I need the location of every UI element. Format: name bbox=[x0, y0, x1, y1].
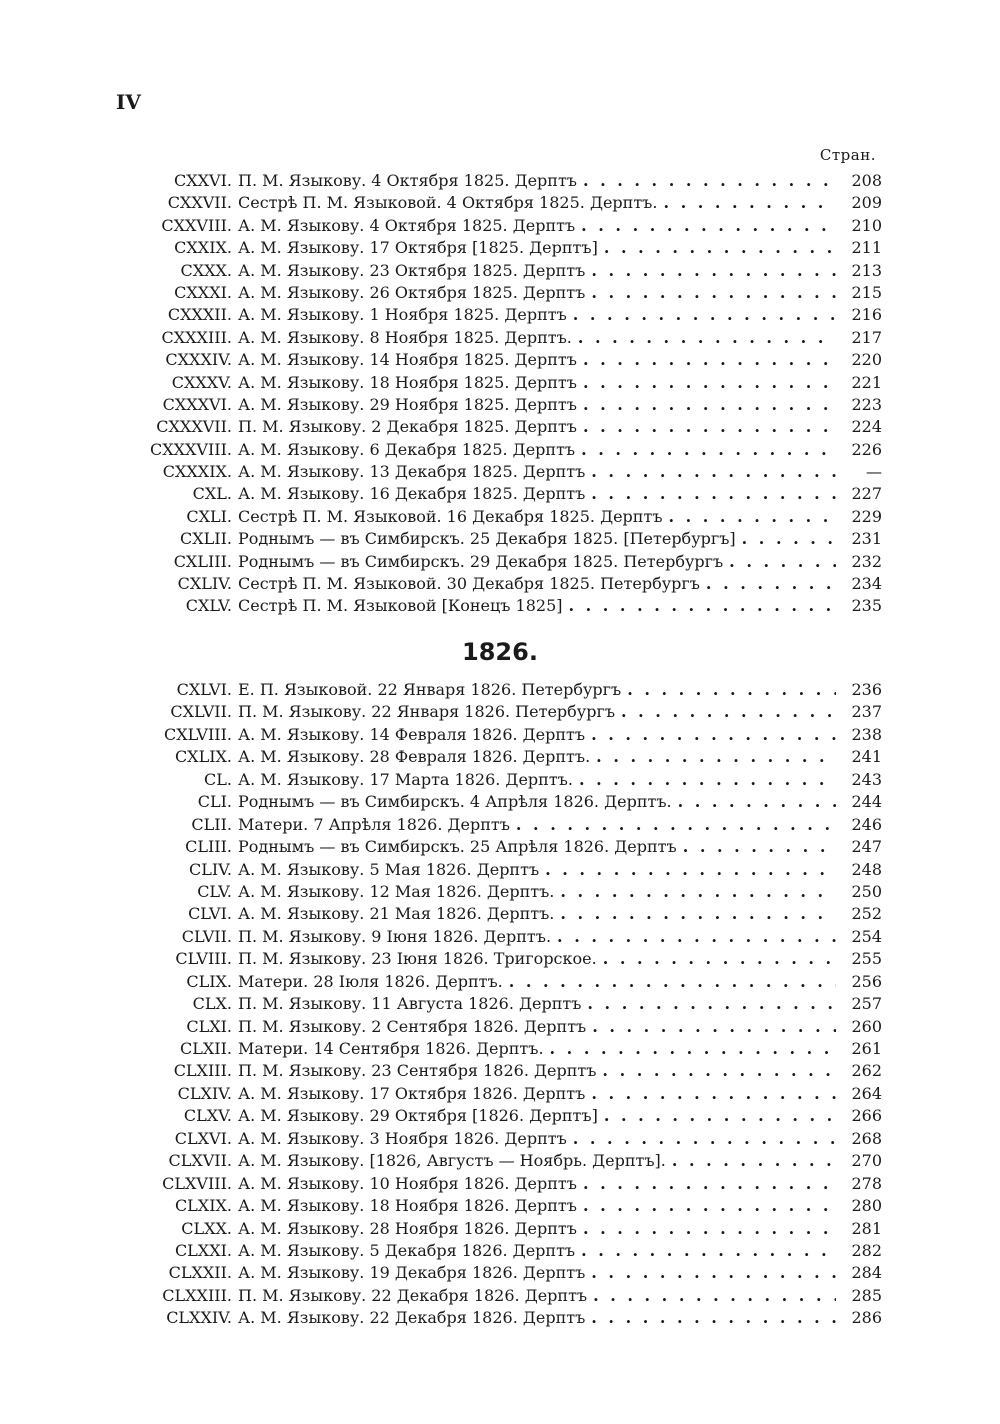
entry-title: А. М. Языкову. 5 Мая 1826. Дерптъ bbox=[238, 859, 540, 879]
dot-leader bbox=[591, 282, 836, 304]
entry-title: А. М. Языкову. 19 Декабря 1826. Дерптъ bbox=[238, 1263, 586, 1283]
entry-page: 264 bbox=[851, 1083, 882, 1103]
entry-number: CXLIII. bbox=[173, 551, 232, 571]
toc-entry bbox=[120, 551, 882, 573]
entry-page: 234 bbox=[851, 574, 882, 594]
entry-page: 232 bbox=[851, 551, 882, 571]
entry-page: 255 bbox=[851, 949, 882, 969]
entry-page: 226 bbox=[851, 439, 882, 459]
entry-page: 220 bbox=[851, 350, 882, 370]
entry-title: П. М. Языкову. 11 Августа 1826. Дерптъ bbox=[238, 994, 582, 1014]
toc-entry bbox=[120, 394, 882, 416]
toc-entry bbox=[120, 1038, 882, 1060]
entry-number: CLX. bbox=[192, 994, 232, 1014]
dot-leader bbox=[573, 1128, 836, 1150]
entry-number: CLXI. bbox=[186, 1016, 232, 1036]
entry-title: А. М. Языкову. 28 Ноября 1826. Дерптъ bbox=[238, 1218, 577, 1238]
entry-page: 281 bbox=[851, 1218, 882, 1238]
entry-number: CLVIII. bbox=[175, 949, 232, 969]
entry-page: 257 bbox=[851, 994, 882, 1014]
entry-title: А. М. Языкову. 10 Ноября 1826. Дерптъ bbox=[238, 1173, 577, 1193]
toc-entry bbox=[120, 483, 882, 505]
entry-page: 262 bbox=[851, 1061, 882, 1081]
dot-leader bbox=[604, 237, 836, 259]
entry-page: 237 bbox=[851, 702, 882, 722]
entry-number: CXLVIII. bbox=[164, 724, 232, 744]
dot-leader bbox=[583, 416, 836, 438]
entry-title: А. М. Языкову. 14 Ноября 1825. Дерптъ bbox=[238, 350, 577, 370]
toc-entry bbox=[120, 814, 882, 836]
entry-page: 286 bbox=[851, 1308, 882, 1328]
toc-entry bbox=[120, 993, 882, 1015]
entry-title: А. М. Языкову. 12 Мая 1826. Дерптъ. bbox=[238, 881, 555, 901]
entry-number: CLIX. bbox=[186, 971, 232, 991]
entry-page: 282 bbox=[851, 1240, 882, 1260]
toc-entry bbox=[120, 461, 882, 483]
dot-leader bbox=[663, 192, 836, 214]
dot-leader bbox=[560, 881, 836, 903]
dot-leader bbox=[569, 595, 837, 617]
entry-title: А. М. Языкову. 29 Ноября 1825. Дерптъ bbox=[238, 394, 577, 414]
entry-title: А. М. Языкову. 29 Октября [1826. Дерптъ] bbox=[238, 1106, 598, 1126]
entry-page: 246 bbox=[851, 814, 882, 834]
dot-leader bbox=[516, 814, 836, 836]
entry-number: CXXXII. bbox=[167, 305, 232, 325]
entry-number: CLXIV. bbox=[177, 1083, 232, 1103]
entry-page: 216 bbox=[851, 305, 882, 325]
entry-title: А. М. Языкову. 21 Мая 1826. Дерптъ. bbox=[238, 904, 555, 924]
dot-leader bbox=[591, 1262, 836, 1284]
toc-entry bbox=[120, 881, 882, 903]
entry-number: CLXV. bbox=[183, 1106, 232, 1126]
entry-number: CXLIX. bbox=[174, 747, 232, 767]
entry-title: П. М. Языкову. 22 Января 1826. Петербургъ bbox=[238, 702, 616, 722]
dot-leader bbox=[583, 170, 836, 192]
dot-leader bbox=[545, 859, 836, 881]
dot-leader bbox=[583, 372, 836, 394]
entry-page: 285 bbox=[851, 1285, 882, 1305]
toc-entry bbox=[120, 528, 882, 550]
dot-leader bbox=[678, 791, 836, 813]
toc-entry bbox=[120, 327, 882, 349]
entry-number: CL. bbox=[204, 769, 232, 789]
entry-number: CLII. bbox=[191, 814, 232, 834]
toc-entry bbox=[120, 237, 882, 259]
dot-leader bbox=[729, 551, 836, 573]
entry-page: 241 bbox=[851, 747, 882, 767]
dot-leader bbox=[587, 993, 836, 1015]
toc-entry bbox=[120, 304, 882, 326]
entry-number: CXLV. bbox=[185, 596, 232, 616]
dot-leader bbox=[603, 948, 836, 970]
entry-number: CXL. bbox=[192, 484, 232, 504]
entry-page: 270 bbox=[851, 1151, 882, 1171]
entry-title: А. М. Языкову. 18 Ноября 1825. Дерптъ bbox=[238, 372, 577, 392]
dot-leader bbox=[581, 439, 836, 461]
entry-page: 217 bbox=[851, 327, 882, 347]
entry-number: CXXXVIII. bbox=[149, 439, 232, 459]
dot-leader bbox=[581, 1240, 836, 1262]
toc-entry bbox=[120, 724, 882, 746]
dot-leader bbox=[672, 1150, 836, 1172]
toc-entry bbox=[120, 1195, 882, 1217]
toc-entry bbox=[120, 282, 882, 304]
entry-number: CLXXIII. bbox=[162, 1285, 232, 1305]
entry-title: П. М. Языкову. 23 Іюня 1826. Тригорское. bbox=[238, 949, 597, 969]
entry-page: 236 bbox=[851, 680, 882, 699]
entry-title: А. М. Языкову. 1 Ноября 1825. Дерптъ bbox=[238, 305, 567, 325]
entry-title: Сестрѣ П. М. Языковой [Конецъ 1825] bbox=[238, 596, 563, 616]
entry-page: 261 bbox=[851, 1039, 882, 1058]
entry-page: 278 bbox=[851, 1173, 882, 1193]
toc-entry bbox=[120, 926, 882, 948]
toc-entry bbox=[120, 506, 882, 528]
toc-entry bbox=[120, 260, 882, 282]
entry-page: 250 bbox=[851, 881, 882, 901]
dot-leader bbox=[583, 1173, 836, 1195]
entry-page: 266 bbox=[851, 1106, 882, 1126]
dot-leader bbox=[583, 394, 836, 416]
entry-title: А. М. Языкову. 17 Октября [1825. Дерптъ] bbox=[238, 238, 598, 258]
entry-number: CLXVII. bbox=[168, 1151, 232, 1171]
toc-entry bbox=[120, 573, 882, 595]
entry-title: Сестрѣ П. М. Языковой. 4 Октября 1825. Дерптъ. bbox=[238, 193, 658, 213]
entry-number: CLXXII. bbox=[168, 1263, 232, 1283]
dot-leader bbox=[706, 573, 836, 595]
entry-title: Матери. 28 Іюля 1826. Дерптъ. bbox=[238, 971, 503, 991]
toc-entry bbox=[120, 1218, 882, 1240]
toc-section-1826 bbox=[120, 679, 882, 1330]
dot-leader bbox=[550, 1038, 836, 1060]
entry-title: Роднымъ — въ Симбирскъ. 25 Апрѣля 1826. Дерптъ bbox=[238, 837, 677, 857]
dot-leader bbox=[627, 679, 836, 701]
entry-title: Сестрѣ П. М. Языковой. 16 Декабря 1825. Дерптъ bbox=[238, 506, 663, 526]
entry-title: А. М. Языкову. 3 Ноября 1826. Дерптъ bbox=[238, 1128, 567, 1148]
entry-number: CLXIX. bbox=[174, 1196, 232, 1216]
dot-leader bbox=[557, 926, 836, 948]
entry-title: Матери. 14 Сентября 1826. Дерптъ. bbox=[238, 1039, 544, 1058]
toc-entry bbox=[120, 971, 882, 993]
toc-entry bbox=[120, 903, 882, 925]
toc-entry bbox=[120, 1307, 882, 1329]
entry-page: 221 bbox=[851, 372, 882, 392]
toc-entry bbox=[120, 836, 882, 858]
toc-section-1825 bbox=[120, 170, 882, 618]
entry-title: А. М. Языкову. 14 Февраля 1826. Дерптъ bbox=[238, 724, 586, 744]
entry-page: 256 bbox=[851, 971, 882, 991]
entry-page: 231 bbox=[851, 529, 882, 549]
toc-entry bbox=[120, 679, 882, 701]
toc-entry bbox=[120, 1150, 882, 1172]
dot-leader bbox=[509, 971, 836, 993]
entry-page: 280 bbox=[851, 1196, 882, 1216]
entry-page: 247 bbox=[851, 837, 882, 857]
entry-number: CXLIV. bbox=[177, 574, 232, 594]
entry-number: CLV. bbox=[197, 881, 232, 901]
entry-number: CLXIII. bbox=[173, 1061, 232, 1081]
dot-leader bbox=[593, 1285, 836, 1307]
entry-page: 223 bbox=[851, 394, 882, 414]
entry-title: П. М. Языкову. 9 Іюня 1826. Дерптъ. bbox=[238, 926, 552, 946]
dot-leader bbox=[583, 1218, 836, 1240]
entry-number: CXXVII. bbox=[167, 193, 232, 213]
dot-leader bbox=[683, 836, 836, 858]
entry-number: CXXXVI. bbox=[162, 394, 232, 414]
entry-page: 227 bbox=[851, 484, 882, 504]
entry-title: А. М. Языкову. 13 Декабря 1825. Дерптъ bbox=[238, 462, 586, 482]
dot-leader bbox=[573, 304, 836, 326]
dot-leader bbox=[591, 483, 836, 505]
entry-number: CLIV. bbox=[188, 859, 232, 879]
entry-number: CXLII. bbox=[180, 529, 232, 549]
entry-number: CLXX. bbox=[181, 1218, 232, 1238]
entry-number: CLIII. bbox=[185, 837, 232, 857]
toc-entry bbox=[120, 701, 882, 723]
entry-number: CXXIX. bbox=[174, 238, 232, 258]
entry-title: А. М. Языкову. 17 Марта 1826. Дерптъ. bbox=[238, 769, 573, 789]
entry-page: 260 bbox=[851, 1016, 882, 1036]
entry-page: 254 bbox=[851, 926, 882, 946]
entry-page: 209 bbox=[851, 193, 882, 213]
entry-title: А. М. Языкову. 23 Октября 1825. Дерптъ bbox=[238, 260, 586, 280]
entry-title: А. М. Языкову. 18 Ноября 1826. Дерптъ bbox=[238, 1196, 577, 1216]
dot-leader bbox=[560, 903, 836, 925]
toc-entry bbox=[120, 416, 882, 438]
entry-number: CXXVI. bbox=[174, 171, 232, 190]
toc-entry bbox=[120, 948, 882, 970]
toc-entry bbox=[120, 769, 882, 791]
entry-title: Сестрѣ П. М. Языковой. 30 Декабря 1825. Петербургъ bbox=[238, 574, 700, 594]
entry-number: CXXVIII. bbox=[161, 215, 232, 235]
entry-title: А. М. Языкову. 5 Декабря 1826. Дерптъ bbox=[238, 1240, 576, 1260]
entry-page: — bbox=[866, 462, 882, 482]
entry-page: 248 bbox=[851, 859, 882, 879]
dot-leader bbox=[578, 327, 836, 349]
dot-leader bbox=[591, 260, 836, 282]
entry-number: CLI. bbox=[197, 792, 232, 812]
entry-number: CXLI. bbox=[186, 506, 232, 526]
page-number: IV bbox=[116, 90, 141, 114]
dot-leader bbox=[579, 769, 836, 791]
toc-entry bbox=[120, 349, 882, 371]
entry-number: CXXXIV. bbox=[165, 350, 232, 370]
toc-entry bbox=[120, 1285, 882, 1307]
dot-leader bbox=[591, 461, 836, 483]
entry-page: 235 bbox=[851, 596, 882, 616]
dot-leader bbox=[591, 1083, 836, 1105]
entry-title: А. М. Языкову. 16 Декабря 1825. Дерптъ bbox=[238, 484, 586, 504]
entry-number: CXLVII. bbox=[170, 702, 232, 722]
toc-entry bbox=[120, 1083, 882, 1105]
entry-title: П. М. Языкову. 4 Октября 1825. Дерптъ bbox=[238, 171, 577, 190]
toc-entry bbox=[120, 1262, 882, 1284]
toc-entry bbox=[120, 1105, 882, 1127]
toc-entry bbox=[120, 1240, 882, 1262]
dot-leader bbox=[669, 506, 837, 528]
entry-title: Роднымъ — въ Симбирскъ. 29 Декабря 1825. Петербургъ bbox=[238, 551, 724, 571]
dot-leader bbox=[581, 215, 836, 237]
toc-entry bbox=[120, 746, 882, 768]
entry-page: 284 bbox=[851, 1263, 882, 1283]
toc-entry bbox=[120, 1060, 882, 1082]
dot-leader bbox=[596, 746, 836, 768]
entry-title: А. М. Языкову. 28 Февраля 1826. Дерптъ. bbox=[238, 747, 591, 767]
entry-title: Роднымъ — въ Симбирскъ. 4 Апрѣля 1826. Дерптъ. bbox=[238, 792, 672, 812]
entry-page: 229 bbox=[851, 506, 882, 526]
entry-page: 238 bbox=[851, 724, 882, 744]
entry-number: CXXXIII. bbox=[161, 327, 232, 347]
toc-entry bbox=[120, 170, 882, 192]
dot-leader bbox=[621, 701, 836, 723]
entry-page: 243 bbox=[851, 769, 882, 789]
entry-number: CLVI. bbox=[188, 904, 232, 924]
toc-entry bbox=[120, 372, 882, 394]
entry-title: Матери. 7 Апрѣля 1826. Дерптъ bbox=[238, 814, 510, 834]
toc-entry bbox=[120, 439, 882, 461]
entry-number: CLXII. bbox=[180, 1039, 232, 1058]
entry-page: 252 bbox=[851, 904, 882, 924]
entry-number: CLXXI. bbox=[174, 1240, 232, 1260]
entry-title: П. М. Языкову. 2 Декабря 1825. Дерптъ bbox=[238, 417, 577, 437]
dot-leader bbox=[583, 1195, 836, 1217]
entry-page: 210 bbox=[851, 215, 882, 235]
toc-entry bbox=[120, 859, 882, 881]
entry-page: 213 bbox=[851, 260, 882, 280]
dot-leader bbox=[591, 1307, 836, 1329]
entry-number: CLXXIV. bbox=[166, 1308, 232, 1328]
entry-title: А. М. Языкову. 17 Октября 1826. Дерптъ bbox=[238, 1083, 586, 1103]
dot-leader bbox=[591, 724, 836, 746]
toc-entry bbox=[120, 1173, 882, 1195]
page-column-header: Стран. bbox=[819, 146, 876, 164]
entry-page: 211 bbox=[851, 238, 882, 258]
year-heading: 1826. bbox=[462, 638, 538, 666]
dot-leader bbox=[592, 1016, 836, 1038]
entry-title: А. М. Языкову. 6 Декабря 1825. Дерптъ bbox=[238, 439, 576, 459]
entry-title: П. М. Языкову. 22 Декабря 1826. Дерптъ bbox=[238, 1285, 588, 1305]
entry-page: 268 bbox=[851, 1128, 882, 1148]
entry-title: А. М. Языкову. 4 Октября 1825. Дерптъ bbox=[238, 215, 576, 235]
entry-title: Е. П. Языковой. 22 Января 1826. Петербургъ bbox=[238, 680, 622, 699]
toc-entry bbox=[120, 1016, 882, 1038]
entry-page: 224 bbox=[851, 417, 882, 437]
entry-title: Роднымъ — въ Симбирскъ. 25 Декабря 1825. [Петербургъ] bbox=[238, 529, 736, 549]
entry-title: А. М. Языкову. [1826, Августъ — Ноябрь. Дерптъ]. bbox=[238, 1151, 666, 1171]
entry-title: П. М. Языкову. 23 Сентября 1826. Дерптъ bbox=[238, 1061, 597, 1081]
entry-number: CLXVIII. bbox=[162, 1173, 232, 1193]
dot-leader bbox=[583, 349, 836, 371]
entry-number: CXXXVII. bbox=[156, 417, 232, 437]
entry-number: CLXVI. bbox=[174, 1128, 232, 1148]
entry-page: 244 bbox=[851, 792, 882, 812]
toc-entry bbox=[120, 192, 882, 214]
entry-page: 215 bbox=[851, 282, 882, 302]
toc-entry bbox=[120, 595, 882, 617]
entry-title: А. М. Языкову. 8 Ноября 1825. Дерптъ. bbox=[238, 327, 572, 347]
entry-number: CXXXI. bbox=[174, 282, 232, 302]
dot-leader bbox=[604, 1105, 836, 1127]
dot-leader bbox=[602, 1060, 836, 1082]
entry-title: А. М. Языкову. 22 Декабря 1826. Дерптъ bbox=[238, 1308, 586, 1328]
entry-title: А. М. Языкову. 26 Октября 1825. Дерптъ bbox=[238, 282, 586, 302]
toc-entry bbox=[120, 215, 882, 237]
entry-number: CXLVI. bbox=[176, 680, 232, 699]
entry-title: П. М. Языкову. 2 Сентября 1826. Дерптъ bbox=[238, 1016, 587, 1036]
entry-page: 208 bbox=[851, 171, 882, 190]
dot-leader bbox=[742, 528, 836, 550]
entry-number: CLVII. bbox=[181, 926, 232, 946]
toc-entry bbox=[120, 1128, 882, 1150]
entry-number: CXXXIX. bbox=[162, 462, 232, 482]
toc-entry bbox=[120, 791, 882, 813]
entry-number: CXXXV. bbox=[171, 372, 232, 392]
entry-number: CXXX. bbox=[180, 260, 232, 280]
